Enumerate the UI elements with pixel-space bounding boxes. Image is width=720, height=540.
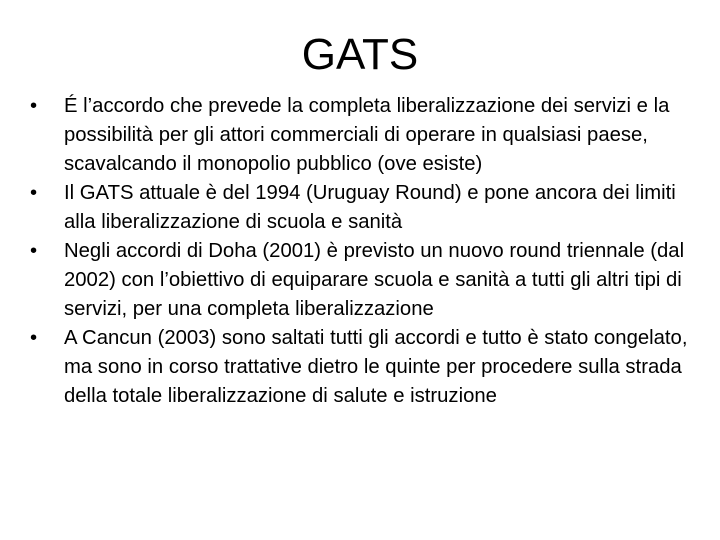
bullet-item bbox=[30, 179, 694, 237]
bullet-item bbox=[30, 324, 694, 411]
bullet-item bbox=[30, 237, 694, 324]
bullet-item bbox=[30, 92, 694, 179]
bullet-icon: • bbox=[30, 95, 38, 117]
bullet-text: É l’accordo che prevede la completa liberalizzazione dei servizi e la possibilità per gli attori commerciali di operare in qualsiasi paese, scavalcando il monopolio pubblico (ove esiste) bbox=[64, 95, 670, 175]
bullet-text: A Cancun (2003) sono saltati tutti gli accordi e tutto è stato congelato, ma sono in corso trattative dietro le quinte per procedere sulla strada della totale liberalizzazione di salute e istruzione bbox=[64, 327, 688, 407]
bullet-list bbox=[30, 92, 694, 411]
bullet-icon: • bbox=[30, 240, 38, 262]
bullet-icon: • bbox=[30, 327, 38, 349]
bullet-text: Il GATS attuale è del 1994 (Uruguay Round) e pone ancora dei limiti alla liberalizzazione di scuola e sanità bbox=[64, 182, 676, 233]
bullet-text: Negli accordi di Doha (2001) è previsto un nuovo round triennale (dal 2002) con l’obiettivo di equiparare scuola e sanità a tutti gli altri tipi di servizi, per una completa liberalizzazione bbox=[64, 240, 685, 320]
slide-title: GATS bbox=[301, 30, 419, 79]
bullet-icon: • bbox=[30, 182, 38, 204]
